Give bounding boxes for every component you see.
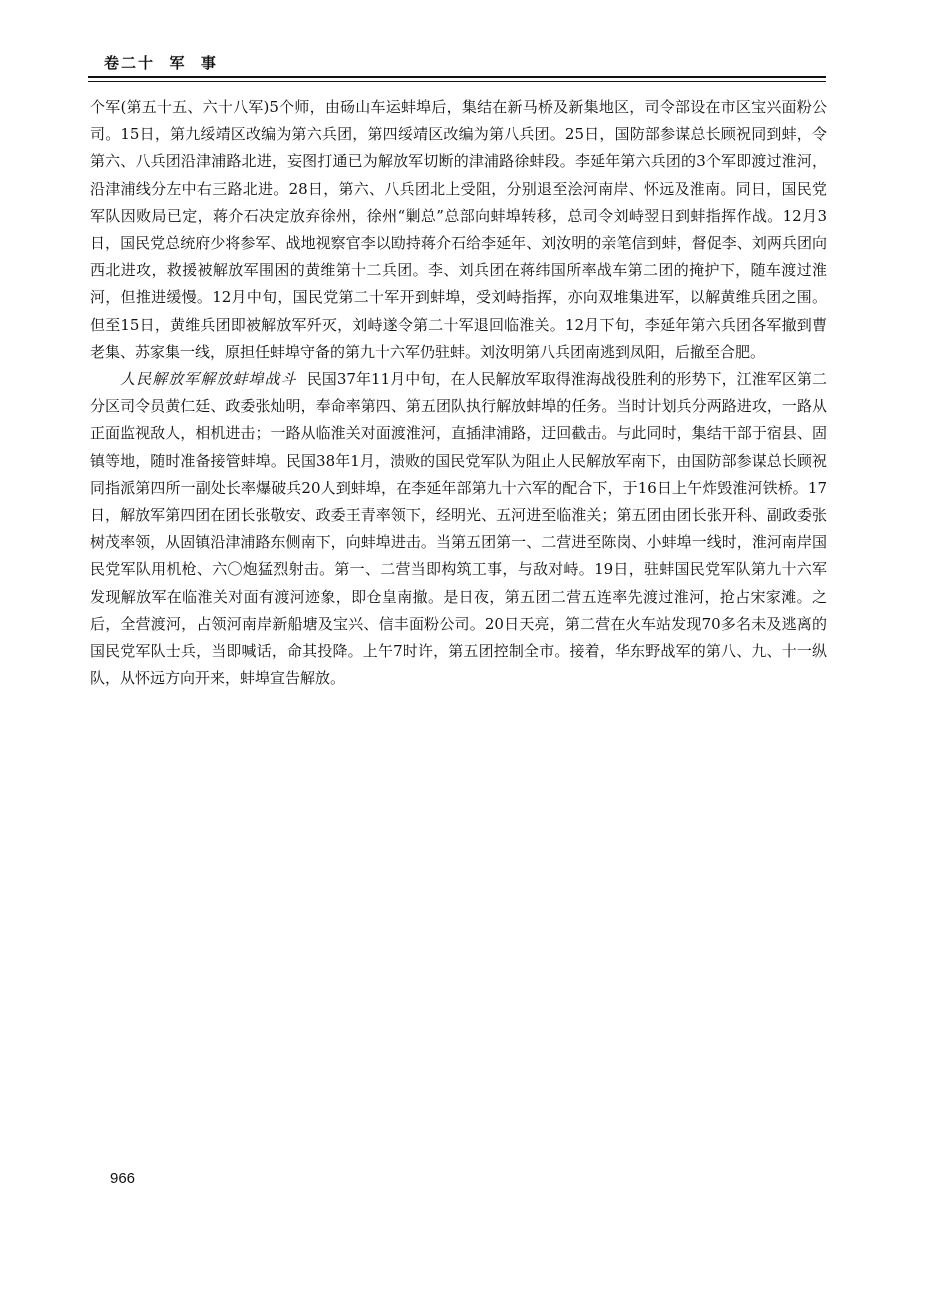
page-number: 966 <box>110 1170 136 1187</box>
paragraph-section <box>90 366 827 692</box>
header-rule-thin <box>88 81 826 82</box>
paragraph-continued: 个军(第五十五、六十八军)5个师，由砀山车运蚌埠后，集结在新马桥及新集地区，司令部设在市区宝兴面粉公司。15日，第九绥靖区改编为第六兵团，第四绥靖区改编为第八兵团。25日，国防部参谋总长顾祝同到蚌，令第六、八兵团沿津浦路北进，妄图打通已为解放军切断的津浦路徐蚌段。李延年第六兵团的3个军即渡过淮河，沿津浦线分左中右三路北进。28日，第六、八兵团北上受阻，分别退至浍河南岸、怀远及淮南。同日，国民党军队因败局已定，蒋介石决定放弃徐州，徐州“剿总”总部向蚌埠转移，总司令刘峙翌日到蚌指挥作战。12月3日，国民党总统府少将参军、战地视察官李以劻持蒋介石给李延年、刘汝明的亲笔信到蚌，督促李、刘两兵团向西北进攻，救援被解放军围困的黄维第十二兵团。李、刘兵团在蒋纬国所率战车第二团的掩护下，随车渡过淮河，但推进缓慢。12月中旬，国民党第二十军开到蚌埠，受刘峙指挥，亦向双堆集进军，以解黄维兵团之围。但至15日，黄维兵团即被解放军歼灭，刘峙遂令第二十军退回临淮关。12月下旬，李延年第六兵团各军撤到曹老集、苏家集一线，原担任蚌埠守备的第九十六军仍驻蚌。刘汝明第八兵团南逃到凤阳，后撤至合肥。 <box>90 98 827 361</box>
header-rule-thick <box>88 76 826 78</box>
body-text <box>90 94 827 692</box>
running-header: 卷二十 军 事 <box>104 54 218 72</box>
section-body: 民国37年11月中旬，在人民解放军取得淮海战役胜利的形势下，江淮军区第二分区司令员黄仁廷、政委张灿明，奉命率第四、第五团队执行解放蚌埠的任务。当时计划兵分两路进攻，一路从正面监视敌人，相机进击；一路从临淮关对面渡淮河，直插津浦路，迂回截击。与此同时，集结干部于宿县、固镇等地，随时准备接管蚌埠。民国38年1月，溃败的国民党军队为阻止人民解放军南下，由国防部参谋总长顾祝同指派第四所一副处长率爆破兵20人到蚌埠，在李延年部第九十六军的配合下，于16日上午炸毁淮河铁桥。17日，解放军第四团在团长张敬安、政委王青率领下，经明光、五河进至临淮关；第五团由团长张开科、副政委张树茂率领，从固镇沿津浦路东侧南下，向蚌埠进击。当第五团第一、二营进至陈岗、小蚌埠一线时，淮河南岸国民党军队用机枪、六〇炮猛烈射击。第一、二营当即构筑工事，与敌对峙。19日，驻蚌国民党军队第九十六军发现解放军在临淮关对面有渡河迹象，即仓皇南撤。是日夜，第五团二营五连率先渡过淮河，抢占宋家滩。之后，全营渡河，占领河南岸新船塘及宝兴、信丰面粉公司。20日天亮，第二营在火车站发现70多名未及逃离的国民党军队士兵，当即喊话，命其投降。上午7时许，第五团控制全市。接着，华东野战军的第八、九、十一纵队，从怀远方向开来，蚌埠宣告解放。 <box>90 370 827 688</box>
section-title: 人民解放军解放蚌埠战斗 <box>120 370 297 389</box>
